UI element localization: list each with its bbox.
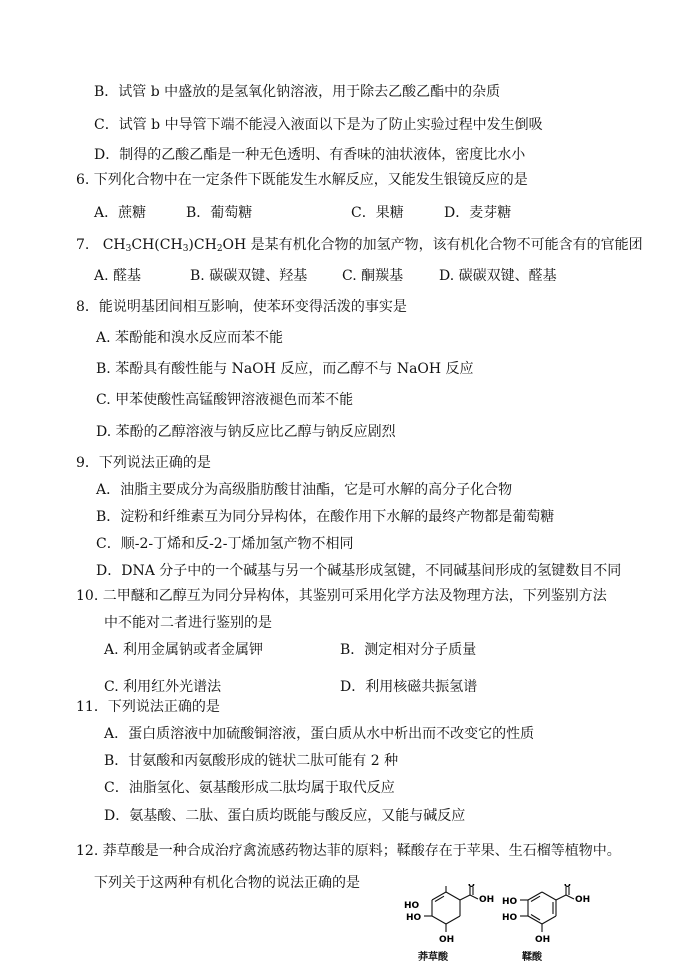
shikimic-hydroxyl-1: HO — [404, 901, 420, 911]
gallic-hydroxyl-2: HO — [502, 913, 518, 923]
q7-stem — [76, 236, 643, 254]
gallic-carbonyl-o: O — [564, 884, 571, 889]
q8-option-d: D. 苯酚的乙醇溶液与钠反应比乙醇与钠反应剧烈 — [96, 424, 396, 440]
q12-stem-line2: 下列关于这两种有机化合物的说法正确的是 — [94, 875, 360, 891]
q11-option-a: A．蛋白质溶液中加硫酸铜溶液，蛋白质从水中析出而不改变它的性质 — [104, 726, 535, 742]
q5-option-b: B．试管 b 中盛放的是氢氧化钠溶液，用于除去乙酸乙酯中的杂质 — [94, 84, 501, 100]
shikimic-acid-diagram — [398, 884, 498, 950]
q10-stem-line2: 中不能对二者进行鉴别的是 — [104, 615, 272, 631]
q11-option-d: D．氨基酸、二肽、蛋白质均既能与酸反应，又能与碱反应 — [104, 808, 466, 824]
q6-stem: 6. 下列化合物中在一定条件下既能发生水解反应，又能发生银镜反应的是 — [76, 172, 528, 188]
q7-number: 7. — [76, 237, 90, 253]
gallic-hydroxyl-1: HO — [502, 897, 518, 907]
q8-stem: 8．能说明基团间相互影响，使苯环变得活泼的事实是 — [76, 299, 407, 315]
gallic-acid-structure — [494, 884, 594, 966]
q7-formula: $CH_3CH(CH_3)CH_2OH$ 是某有机化合物的加氢产物，该有机化合物不可能含有的官能团 — [102, 237, 643, 254]
q8-option-c: C. 甲苯使酸性高锰酸钾溶液褪色而苯不能 — [96, 392, 354, 408]
q6-option-b: B．葡萄糖 — [186, 205, 253, 221]
shikimic-acid-label: 莽草酸 — [418, 952, 448, 963]
gallic-carboxyl-oh: OH — [575, 895, 591, 905]
q7-option-b: B. 碳碳双键、羟基 — [190, 268, 308, 284]
gallic-hydroxyl-3: OH — [535, 935, 551, 945]
q7-option-d: D. 碳碳双键、醛基 — [439, 268, 557, 284]
q11-option-b: B．甘氨酸和丙氨酸形成的链状二肽可能有 2 种 — [104, 753, 399, 769]
shikimic-carbonyl-o: O — [468, 884, 475, 889]
q9-option-d: D．DNA 分子中的一个碱基与另一个碱基形成氢键，不同碱基间形成的氢键数目不同 — [96, 563, 622, 579]
q9-stem: 9．下列说法正确的是 — [76, 455, 211, 471]
gallic-acid-label: 鞣酸 — [522, 952, 542, 963]
q10-option-c: C. 利用红外光谱法 — [104, 679, 222, 695]
q7-option-c: C. 酮羰基 — [342, 268, 404, 284]
q10-option-d: D．利用核磁共振氢谱 — [340, 679, 478, 695]
q12-stem-line1: 12. 莽草酸是一种合成治疗禽流感药物达菲的原料；鞣酸存在于苹果、生石榴等植物中。 — [76, 843, 621, 859]
shikimic-acid-structure — [398, 884, 498, 966]
q7-option-a: A. 醛基 — [94, 268, 142, 284]
q9-option-b: B．淀粉和纤维素互为同分异构体，在酸作用下水解的最终产物都是葡萄糖 — [96, 509, 555, 525]
shikimic-hydroxyl-2: HO — [406, 913, 422, 923]
q10-stem-line1: 10. 二甲醚和乙醇互为同分异构体，其鉴别可采用化学方法及物理方法，下列鉴别方法 — [76, 588, 607, 604]
q10-option-b: B．测定相对分子质量 — [340, 642, 477, 658]
q6-option-a: A．蔗糖 — [94, 205, 147, 221]
q11-option-c: C．油脂氢化、氨基酸形成二肽均属于取代反应 — [104, 780, 395, 796]
q9-option-c: C．顺-2-丁烯和反-2-丁烯加氢产物不相同 — [96, 536, 354, 552]
q8-option-a: A. 苯酚能和溴水反应而苯不能 — [96, 330, 284, 346]
q11-stem: 11．下列说法正确的是 — [76, 699, 220, 715]
q5-option-c: C．试管 b 中导管下端不能浸入液面以下是为了防止实验过程中发生倒吸 — [94, 117, 543, 133]
q8-option-b: B. 苯酚具有酸性能与 NaOH 反应，而乙醇不与 NaOH 反应 — [96, 361, 474, 377]
q9-option-a: A．油脂主要成分为高级脂肪酸甘油酯，它是可水解的高分子化合物 — [96, 482, 513, 498]
shikimic-carboxyl-oh: OH — [479, 895, 495, 905]
gallic-acid-diagram — [494, 884, 594, 950]
q6-option-c: C．果糖 — [351, 205, 404, 221]
q6-option-d: D．麦芽糖 — [444, 205, 512, 221]
q5-option-d: D．制得的乙酸乙酯是一种无色透明、有香味的油状液体，密度比水小 — [94, 147, 526, 163]
q10-option-a: A. 利用金属钠或者金属钾 — [104, 642, 264, 658]
shikimic-hydroxyl-3: OH — [439, 935, 455, 945]
